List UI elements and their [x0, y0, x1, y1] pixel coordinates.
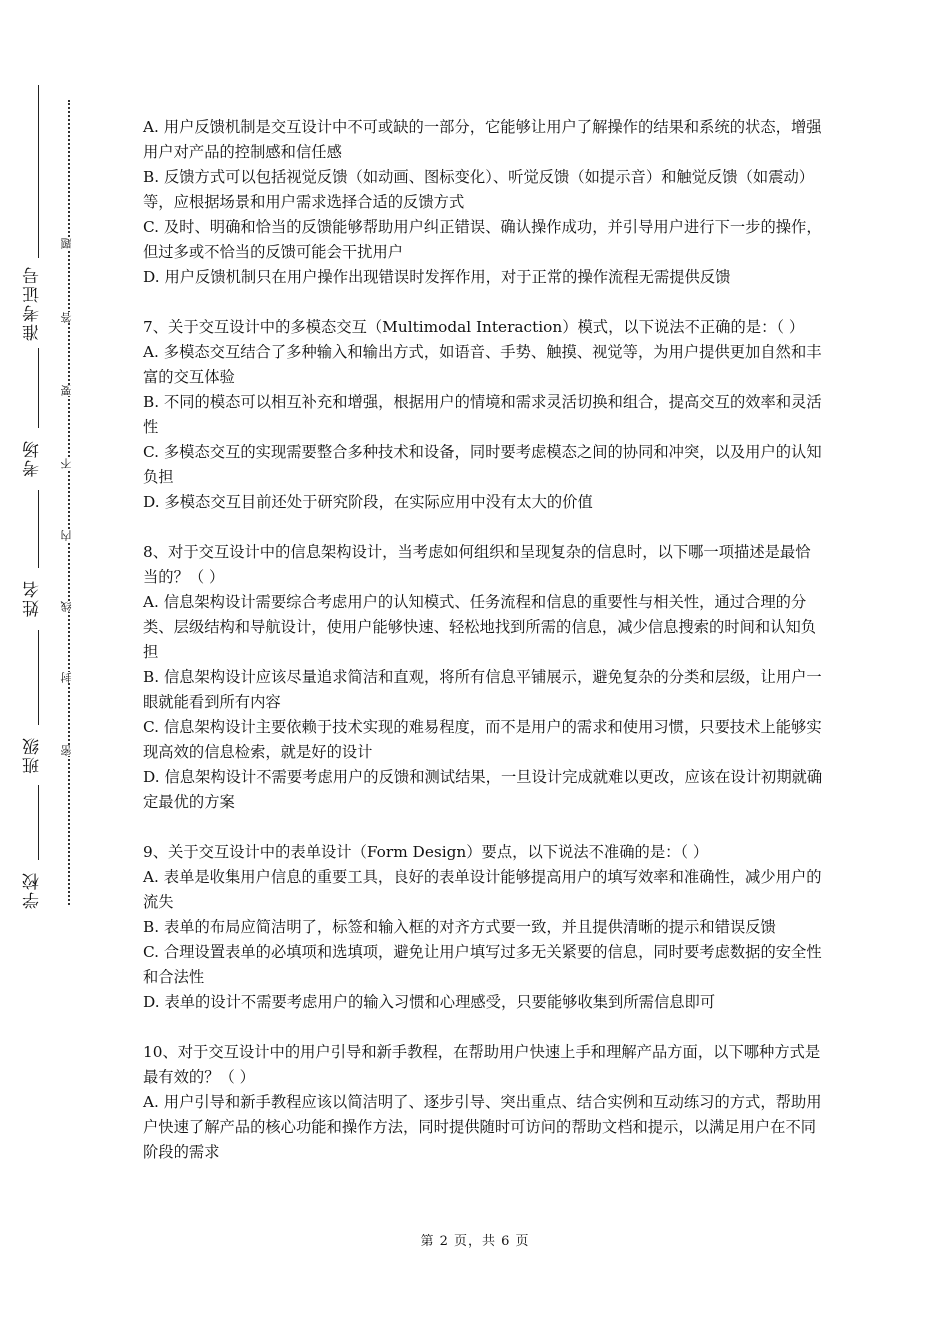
question-7 — [143, 315, 823, 515]
name-blank-line — [38, 630, 39, 725]
option-d: D. 多模态交互目前还处于研究阶段，在实际应用中没有太大的价值 — [143, 493, 593, 511]
question-9 — [143, 840, 823, 1015]
field-exam-room-label: 考场 — [22, 439, 43, 477]
question-stem: 9、关于交互设计中的表单设计（Form Design）要点，以下说法不准确的是：（ ） — [143, 843, 709, 861]
field-name — [14, 568, 50, 628]
option-d: D. 用户反馈机制只在用户操作出现错误时发挥作用，对于正常的操作流程无需提供反馈 — [143, 268, 731, 286]
field-school — [14, 860, 50, 920]
option-c: C. 合理设置表单的必填项和选填项，避免让用户填写过多无关紧要的信息，同时要考虑数据的安全性和合法性 — [143, 943, 822, 986]
question-stem: 10、对于交互设计中的用户引导和新手教程，在帮助用户快速上手和理解产品方面，以下哪种方式是最有效的？（ ） — [143, 1043, 821, 1086]
seal-char: 内 — [60, 530, 78, 541]
seal-char: 答 — [60, 312, 78, 323]
field-exam-room — [14, 428, 50, 488]
seal-char: 题 — [60, 238, 78, 249]
seal-char: 线 — [60, 601, 78, 612]
option-c: C. 信息架构设计主要依赖于技术实现的难易程度，而不是用户的需求和使用习惯，只要技术上能够实现高效的信息检索，就是好的设计 — [143, 718, 822, 761]
class-blank-line — [38, 785, 39, 860]
field-ticket-number-label: 准考证号 — [22, 265, 43, 341]
option-d: D. 信息架构设计不需要考虑用户的反馈和测试结果，一旦设计完成就难以更改，应该在设计初期就确定最优的方案 — [143, 768, 823, 811]
option-c: C. 多模态交互的实现需要整合多种技术和设备，同时要考虑模态之间的协同和冲突，以及用户的认知负担 — [143, 443, 822, 486]
seal-char: 密 — [60, 745, 78, 756]
option-b: B. 信息架构设计应该尽量追求简洁和直观，将所有信息平铺展示，避免复杂的分类和层级，让用户一眼就能看到所有内容 — [143, 668, 822, 711]
page-footer: 第 2 页，共 6 页 — [420, 1234, 530, 1249]
question-stem: 8、对于交互设计中的信息架构设计，当考虑如何组织和呈现复杂的信息时，以下哪一项描述是最恰当的？（ ） — [143, 543, 811, 586]
option-a: A. 用户反馈机制是交互设计中不可或缺的一部分，它能够让用户了解操作的结果和系统的状态，增强用户对产品的控制感和信任感 — [143, 118, 822, 161]
question-stem: 7、关于交互设计中的多模态交互（Multimodal Interaction）模式，以下说法不正确的是：（ ） — [143, 318, 805, 336]
option-a: A. 多模态交互结合了多种输入和输出方式，如语音、手势、触摸、视觉等，为用户提供更加自然和丰富的交互体验 — [143, 343, 822, 386]
option-d: D. 表单的设计不需要考虑用户的输入习惯和心理感受，只要能够收集到所需信息即可 — [143, 993, 716, 1011]
field-name-label: 姓名 — [22, 579, 43, 617]
seal-dotted-line — [68, 100, 70, 905]
exam-content — [143, 115, 823, 1165]
option-a: A. 用户引导和新手教程应该以简洁明了、逐步引导、突出重点、结合实例和互动练习的方式，帮助用户快速了解产品的核心功能和操作方法，同时提供随时可访问的帮助文档和提示，以满足用户在不同阶段的需求 — [143, 1093, 822, 1161]
exam-room-blank-line — [38, 490, 39, 568]
option-b: B. 不同的模态可以相互补充和增强，根据用户的情境和需求灵活切换和组合，提高交互的效率和灵活性 — [143, 393, 822, 436]
option-a: A. 信息架构设计需要综合考虑用户的认知模式、任务流程和信息的重要性与相关性，通过合理的分类、层级结构和导航设计，使用户能够快速、轻松地找到所需的信息，减少信息搜索的时间和认知负担 — [143, 593, 817, 661]
field-school-label: 学校 — [22, 871, 43, 909]
field-class-label: 班级 — [22, 736, 43, 774]
seal-char: 要 — [60, 385, 78, 396]
continued-question-options — [143, 115, 823, 290]
ticket-number-blank-line — [38, 348, 39, 428]
question-8 — [143, 540, 823, 815]
seal-char: 封 — [60, 672, 78, 683]
option-c: C. 及时、明确和恰当的反馈能够帮助用户纠正错误、确认操作成功，并引导用户进行下一步的操作，但过多或不恰当的反馈可能会干扰用户 — [143, 218, 822, 261]
option-a: A. 表单是收集用户信息的重要工具，良好的表单设计能够提高用户的填写效率和准确性，减少用户的流失 — [143, 868, 822, 911]
top-blank-line — [38, 85, 39, 258]
field-class — [14, 725, 50, 785]
option-b: B. 表单的布局应简洁明了，标签和输入框的对齐方式要一致，并且提供清晰的提示和错误反馈 — [143, 918, 776, 936]
option-b: B. 反馈方式可以包括视觉反馈（如动画、图标变化）、听觉反馈（如提示音）和触觉反馈（如震动）等，应根据场景和用户需求选择合适的反馈方式 — [143, 168, 815, 211]
field-ticket-number — [14, 258, 50, 348]
seal-char: 不 — [60, 458, 78, 469]
question-10 — [143, 1040, 823, 1165]
